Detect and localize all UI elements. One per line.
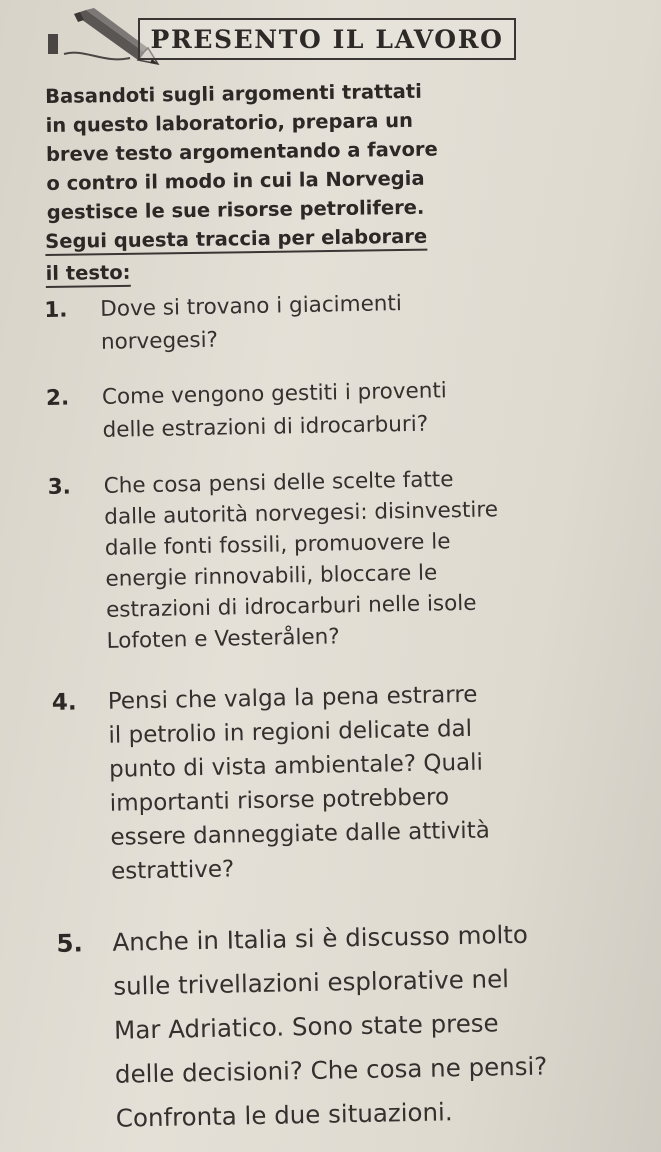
question-line: essere danneggiate dalle attività <box>110 817 491 851</box>
question-number: 5. <box>56 928 84 958</box>
question-number: 2. <box>45 385 70 411</box>
question-line: dalle autorità norvegesi: disinvestire <box>104 497 499 530</box>
question-line: estrazioni di idrocarburi nelle isole <box>105 590 477 623</box>
intro-line: Basandoti sugli argomenti trattati <box>45 79 423 108</box>
intro-line: gestisce le sue risorse petrolifere. <box>46 195 425 224</box>
question-item <box>54 911 648 1142</box>
question-line: dalle fonti fossili, promuovere le <box>104 529 451 561</box>
title-box <box>138 18 516 60</box>
question-item <box>50 675 644 890</box>
question-line: il petrolio in regioni delicate dal <box>108 715 473 749</box>
intro-paragraph <box>45 75 547 227</box>
question-line: importanti risorse potrebbero <box>109 784 450 817</box>
question-line: punto di vista ambientale? Quali <box>108 749 484 783</box>
guide-line: Segui questa traccia per elaborare <box>45 225 427 256</box>
question-line: estrattive? <box>110 856 235 885</box>
section-title: PRESENTO IL LAVORO <box>150 24 504 54</box>
question-number: 1. <box>44 297 68 323</box>
question-line: Come vengono gestiti i proventi <box>101 378 448 410</box>
intro-line: breve testo argomentando a favore <box>45 137 438 166</box>
question-item <box>45 461 638 658</box>
guide-line: il testo: <box>46 261 131 288</box>
question-item <box>42 283 633 360</box>
question-line: delle estrazioni di idrocarburi? <box>102 411 429 443</box>
question-line: delle decisioni? Che cosa ne pensi? <box>114 1051 548 1089</box>
header <box>20 8 540 70</box>
guide-heading <box>45 219 516 290</box>
question-number: 4. <box>51 689 77 716</box>
question-item <box>44 371 635 448</box>
question-number: 3. <box>47 474 72 500</box>
question-line: Che cosa pensi delle scelte fatte <box>103 467 454 499</box>
intro-line: o contro il modo in cui la Norvegia <box>46 166 425 195</box>
intro-line: in questo laboratorio, prepara un <box>45 108 414 137</box>
question-line: Lofoten e Vesterålen? <box>106 624 340 654</box>
question-line: Confronta le due situazioni. <box>115 1097 453 1133</box>
question-line: sulle trivellazioni esplorative nel <box>113 964 510 1001</box>
questions-list <box>42 283 648 1142</box>
question-line: Mar Adriatico. Sono state prese <box>113 1008 499 1045</box>
question-line: norvegesi? <box>100 327 219 355</box>
question-line: Anche in Italia si è discusso molto <box>112 919 529 957</box>
question-line: energie rinnovabili, bloccare le <box>105 560 438 592</box>
question-line: Dove si trovano i giacimenti <box>100 291 403 322</box>
question-line: Pensi che valga la pena estrarre <box>107 681 478 715</box>
